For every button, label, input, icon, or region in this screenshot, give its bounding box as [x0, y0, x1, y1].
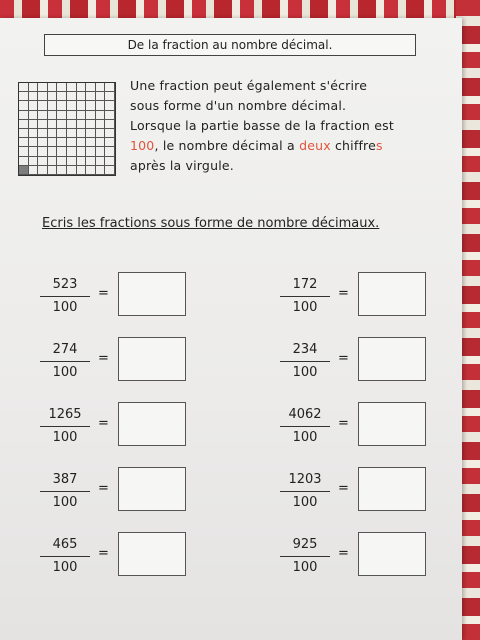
- denominator: 100: [292, 430, 318, 445]
- fraction: [280, 471, 330, 512]
- intro-line-4-end: chiffre: [330, 138, 377, 153]
- grid-cell: [57, 138, 67, 147]
- fraction: [40, 536, 90, 577]
- numerator: 925: [292, 537, 318, 552]
- exercise-left-4: [40, 471, 210, 521]
- fraction-bar: [40, 426, 90, 427]
- grid-cell: [67, 101, 77, 110]
- numerator: 274: [52, 342, 78, 357]
- numerator: 387: [52, 472, 78, 487]
- equals-sign: =: [338, 351, 349, 366]
- worksheet-page: [0, 18, 462, 640]
- grid-cell: [48, 157, 58, 166]
- fraction: [280, 536, 330, 577]
- fraction: [40, 471, 90, 512]
- denominator: 100: [52, 430, 78, 445]
- answer-box[interactable]: [358, 467, 426, 511]
- denominator: 100: [52, 560, 78, 575]
- exercise-instruction: Ecris les fractions sous forme de nombre décimaux.: [42, 216, 380, 231]
- answer-box[interactable]: [118, 532, 186, 576]
- grid-cell: [67, 111, 77, 120]
- fraction: [280, 406, 330, 447]
- answer-box[interactable]: [358, 272, 426, 316]
- denominator: 100: [292, 495, 318, 510]
- equals-sign: =: [98, 286, 109, 301]
- answer-box[interactable]: [358, 532, 426, 576]
- exercise-left-2: [40, 341, 210, 391]
- intro-line-2: sous forme d'un nombre décimal.: [130, 98, 347, 113]
- equals-sign: =: [338, 286, 349, 301]
- denominator: 100: [292, 560, 318, 575]
- grid-cell: [86, 147, 96, 156]
- exercise-right-4: [280, 471, 450, 521]
- grid-cell: [48, 111, 58, 120]
- grid-cell: [57, 111, 67, 120]
- grid-cell: [77, 147, 87, 156]
- equals-sign: =: [98, 416, 109, 431]
- grid-cell: [19, 83, 29, 92]
- answer-box[interactable]: [118, 337, 186, 381]
- grid-cell: [48, 83, 58, 92]
- grid-cell: [67, 166, 77, 175]
- fraction-bar: [280, 361, 330, 362]
- grid-cell: [29, 120, 39, 129]
- grid-cell: [19, 92, 29, 101]
- grid-cell: [29, 92, 39, 101]
- numerator: 172: [292, 277, 318, 292]
- grid-cell: [67, 157, 77, 166]
- grid-cell: [38, 101, 48, 110]
- worksheet-title: De la fraction au nombre décimal.: [44, 34, 416, 56]
- grid-cell: [105, 120, 115, 129]
- exercise-right-1: [280, 276, 450, 326]
- grid-cell: [57, 92, 67, 101]
- grid-cell: [96, 92, 106, 101]
- exercise-right-3: [280, 406, 450, 456]
- fraction: [40, 341, 90, 382]
- grid-cell: [57, 166, 67, 175]
- answer-box[interactable]: [358, 337, 426, 381]
- grid-cell: [77, 83, 87, 92]
- grid-cell: [38, 147, 48, 156]
- grid-cell: [67, 138, 77, 147]
- grid-cell: [105, 138, 115, 147]
- grid-cell: [86, 120, 96, 129]
- equals-sign: =: [338, 546, 349, 561]
- answer-box[interactable]: [358, 402, 426, 446]
- fraction: [280, 276, 330, 317]
- grid-cell: [29, 157, 39, 166]
- fraction-bar: [40, 361, 90, 362]
- grid-cell: [19, 101, 29, 110]
- grid-cell: [67, 83, 77, 92]
- grid-cell: [29, 129, 39, 138]
- exercise-left-5: [40, 536, 210, 586]
- highlight-100: 100: [130, 138, 155, 153]
- fraction-bar: [280, 491, 330, 492]
- fraction-bar: [40, 556, 90, 557]
- equals-sign: =: [338, 416, 349, 431]
- highlight-s: s: [376, 138, 383, 153]
- grid-cell: [86, 129, 96, 138]
- grid-cell: [57, 83, 67, 92]
- grid-cell: [77, 157, 87, 166]
- intro-line-5: après la virgule.: [130, 158, 234, 173]
- equals-sign: =: [98, 351, 109, 366]
- grid-cell: [48, 166, 58, 175]
- grid-cell: [77, 138, 87, 147]
- answer-box[interactable]: [118, 402, 186, 446]
- grid-cell: [105, 111, 115, 120]
- grid-cell: [19, 147, 29, 156]
- fraction: [40, 406, 90, 447]
- grid-cell: [19, 157, 29, 166]
- equals-sign: =: [338, 481, 349, 496]
- denominator: 100: [52, 495, 78, 510]
- grid-cell: [67, 147, 77, 156]
- denominator: 100: [52, 365, 78, 380]
- grid-cell: [96, 129, 106, 138]
- grid-cell: [19, 166, 29, 175]
- grid-cell: [48, 138, 58, 147]
- grid-cell: [19, 138, 29, 147]
- grid-cell: [57, 147, 67, 156]
- grid-cell: [96, 157, 106, 166]
- grid-cell: [86, 138, 96, 147]
- grid-cell: [48, 92, 58, 101]
- grid-cell: [38, 111, 48, 120]
- grid-cell: [29, 101, 39, 110]
- highlight-deux: deux: [299, 138, 331, 153]
- grid-cell: [48, 120, 58, 129]
- grid-cell: [67, 129, 77, 138]
- grid-cell: [77, 111, 87, 120]
- grid-cell: [105, 92, 115, 101]
- grid-cell: [38, 138, 48, 147]
- grid-cell: [77, 166, 87, 175]
- grid-cell: [105, 129, 115, 138]
- grid-cell: [19, 111, 29, 120]
- grid-cell: [19, 129, 29, 138]
- grid-cell: [57, 129, 67, 138]
- numerator: 234: [292, 342, 318, 357]
- grid-cell: [29, 166, 39, 175]
- intro-line-4-text: , le nombre décimal a: [154, 138, 300, 153]
- intro-line-3: Lorsque la partie basse de la fraction est: [130, 118, 394, 133]
- grid-cell: [105, 157, 115, 166]
- grid-cell: [29, 111, 39, 120]
- fraction-bar: [280, 296, 330, 297]
- equals-sign: =: [98, 546, 109, 561]
- grid-cell: [38, 83, 48, 92]
- grid-cell: [96, 83, 106, 92]
- grid-cell: [77, 101, 87, 110]
- exercise-left-1: [40, 276, 210, 326]
- intro-line-4: [130, 136, 420, 156]
- fraction-bar: [40, 296, 90, 297]
- grid-cell: [48, 147, 58, 156]
- numerator: 465: [52, 537, 78, 552]
- grid-cell: [105, 101, 115, 110]
- grid-cell: [48, 101, 58, 110]
- grid-cell: [57, 157, 67, 166]
- fraction: [40, 276, 90, 317]
- grid-cell: [38, 120, 48, 129]
- grid-cell: [96, 138, 106, 147]
- fraction-bar: [280, 556, 330, 557]
- intro-line-1: Une fraction peut également s'écrire: [130, 78, 368, 93]
- grid-cell: [105, 166, 115, 175]
- grid-cell: [86, 101, 96, 110]
- grid-cell: [48, 129, 58, 138]
- grid-cell: [86, 111, 96, 120]
- grid-cell: [19, 120, 29, 129]
- grid-cell: [29, 138, 39, 147]
- grid-cell: [86, 166, 96, 175]
- exercise-right-2: [280, 341, 450, 391]
- grid-cell: [96, 147, 106, 156]
- exercise-left-3: [40, 406, 210, 456]
- grid-cell: [29, 83, 39, 92]
- equals-sign: =: [98, 481, 109, 496]
- grid-cell: [96, 120, 106, 129]
- numerator: 1203: [288, 472, 322, 487]
- grid-cell: [86, 92, 96, 101]
- grid-cell: [105, 147, 115, 156]
- grid-cell: [96, 111, 106, 120]
- grid-cell: [67, 92, 77, 101]
- fraction: [280, 341, 330, 382]
- grid-cell: [57, 101, 67, 110]
- fraction-bar: [280, 426, 330, 427]
- denominator: 100: [292, 365, 318, 380]
- exercise-right-5: [280, 536, 450, 586]
- grid-cell: [86, 83, 96, 92]
- grid-cell: [67, 120, 77, 129]
- grid-cell: [38, 129, 48, 138]
- grid-cell: [38, 92, 48, 101]
- denominator: 100: [292, 300, 318, 315]
- intro-text: [130, 76, 420, 176]
- grid-cell: [96, 166, 106, 175]
- numerator: 4062: [288, 407, 322, 422]
- denominator: 100: [52, 300, 78, 315]
- grid-cell: [38, 166, 48, 175]
- answer-box[interactable]: [118, 272, 186, 316]
- grid-cell: [86, 157, 96, 166]
- grid-cell: [38, 157, 48, 166]
- grid-cell: [77, 92, 87, 101]
- grid-cell: [57, 120, 67, 129]
- grid-cell: [105, 83, 115, 92]
- grid-cell: [77, 129, 87, 138]
- fraction-bar: [40, 491, 90, 492]
- answer-box[interactable]: [118, 467, 186, 511]
- grid-cell: [77, 120, 87, 129]
- numerator: 1265: [48, 407, 82, 422]
- grid-cell: [96, 101, 106, 110]
- hundred-grid-illustration: [18, 82, 116, 176]
- numerator: 523: [52, 277, 78, 292]
- grid-cell: [29, 147, 39, 156]
